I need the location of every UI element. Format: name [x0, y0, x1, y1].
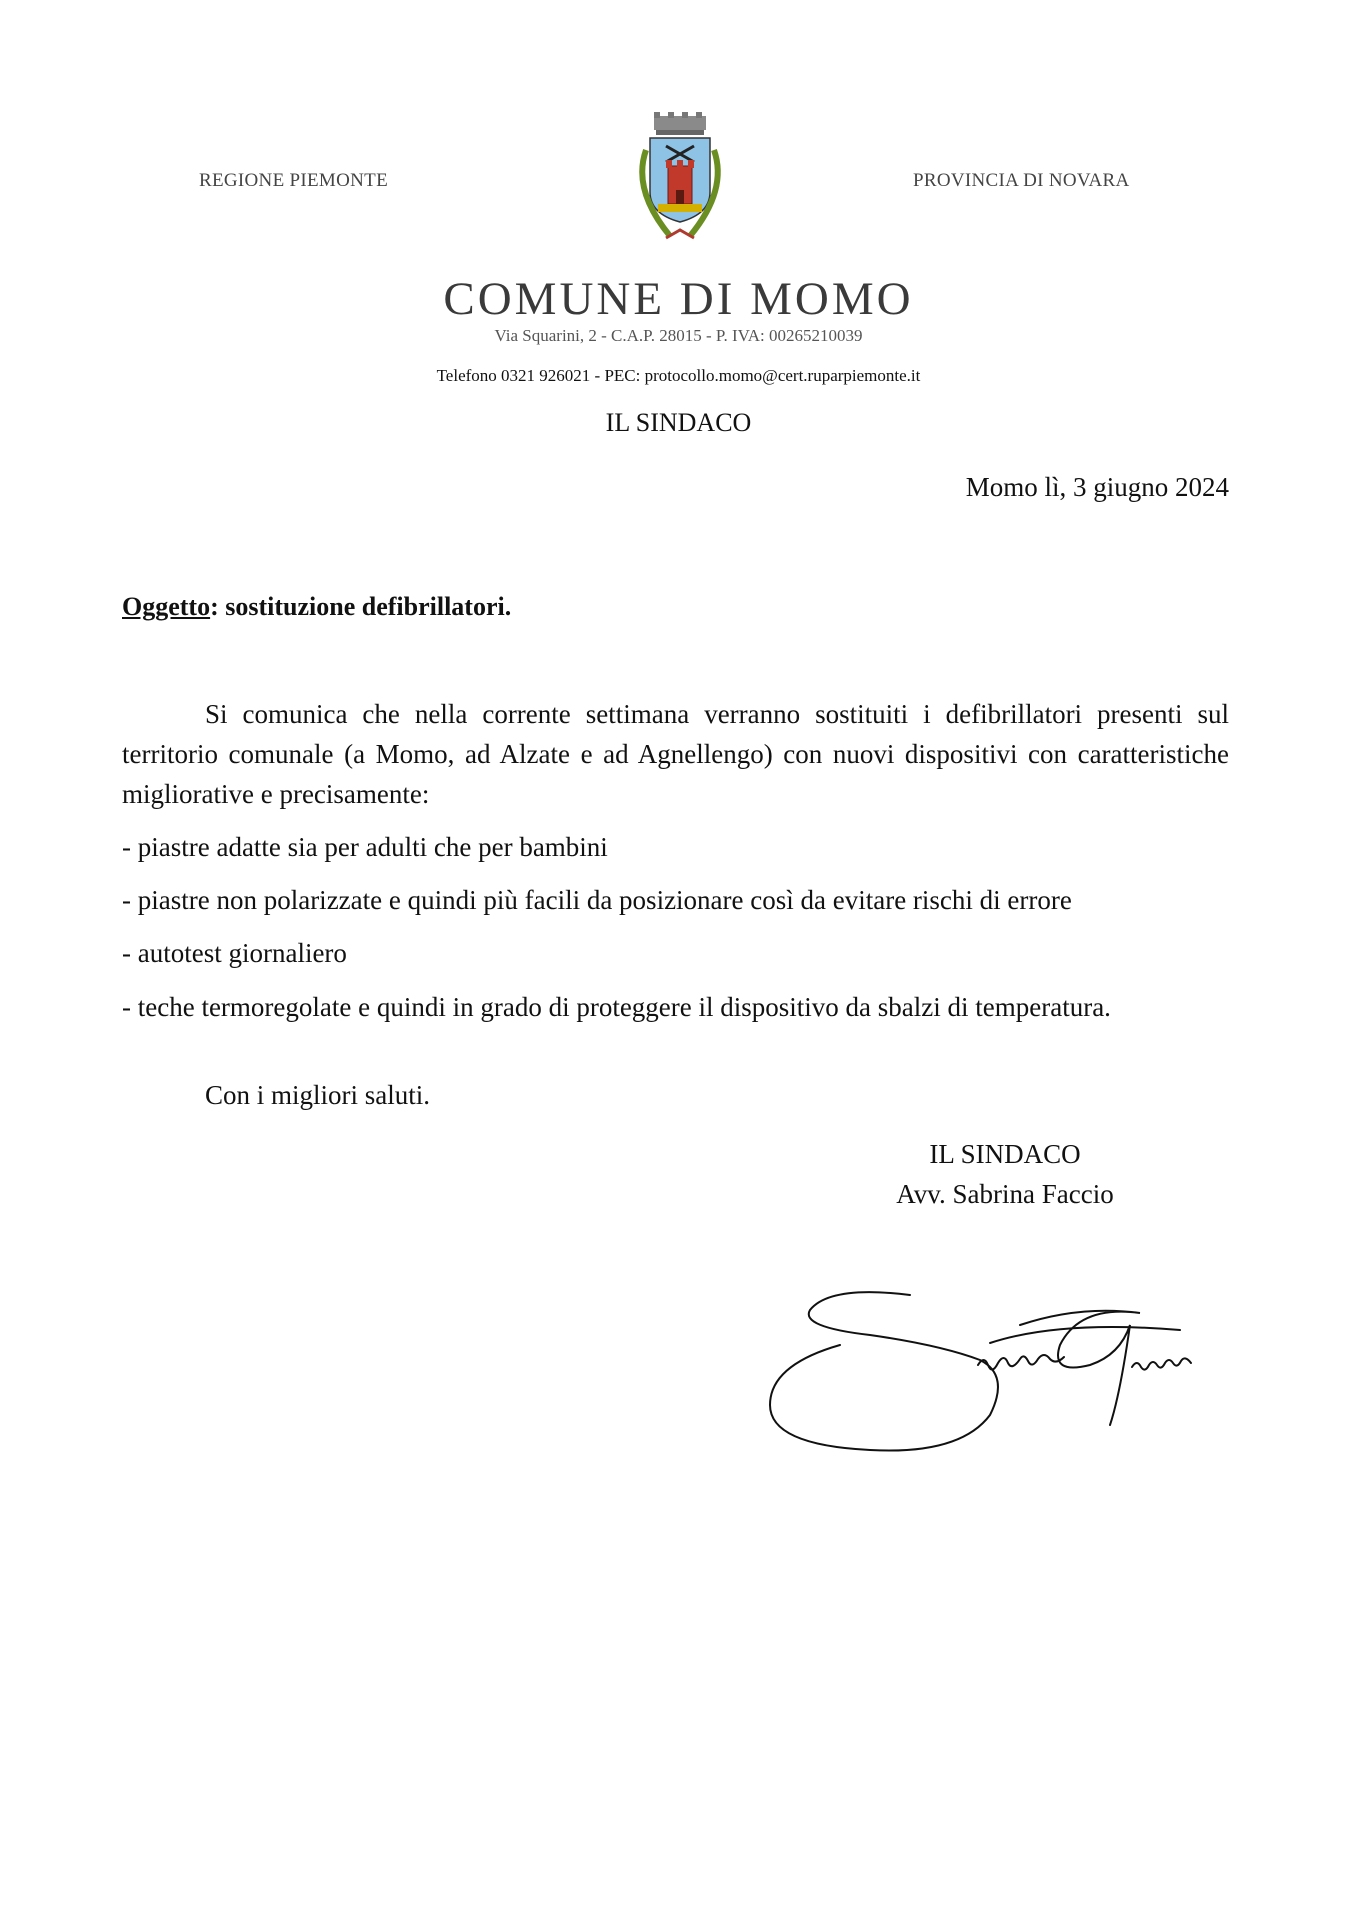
comune-title: COMUNE DI MOMO: [443, 273, 914, 325]
heading-sindaco: IL SINDACO: [605, 408, 752, 437]
list-item: - autotest giornaliero: [122, 938, 347, 968]
province-label: PROVINCIA DI NOVARA: [913, 170, 1130, 191]
intro-paragraph: Si comunica che nella corrente settimana verranno sostituiti i defibrillatori presenti sul territorio comunale (a Momo, ad Alzate e ad Agnellengo) con nuovi dispositivi con caratteristiche migliorative e precisamente:: [122, 699, 1229, 809]
letterhead: [0, 0, 1357, 420]
region-label: REGIONE PIEMONTE: [199, 170, 388, 191]
address-line: Via Squarini, 2 - C.A.P. 28015 - P. IVA: 00265210039: [494, 326, 863, 345]
list-item: - teche termoregolate e quindi in grado di proteggere il dispositivo da sbalzi di temperatura.: [122, 992, 1111, 1022]
contacts-line: Telefono 0321 926021 - PEC: protocollo.momo@cert.ruparpiemonte.it: [436, 366, 921, 385]
list-item: - piastre adatte sia per adulti che per bambini: [122, 832, 608, 862]
subject-line: [122, 592, 511, 622]
signatory-title: IL SINDACO: [929, 1139, 1081, 1169]
subject-text: : sostituzione defibrillatori.: [210, 592, 512, 621]
crown-icon: [654, 112, 706, 135]
handwritten-signature: [760, 1265, 1240, 1465]
closing-line: Con i migliori saluti.: [205, 1080, 431, 1110]
signatory-name: Avv. Sabrina Faccio: [896, 1179, 1114, 1209]
signatory-block: [860, 1134, 1150, 1214]
municipal-crest-icon: [618, 110, 742, 248]
document-date: Momo lì, 3 giugno 2024: [965, 472, 1229, 502]
subject-label: Oggetto: [122, 592, 211, 621]
list-item: - piastre non polarizzate e quindi più facili da posizionare così da evitare rischi di errore: [122, 885, 1072, 915]
